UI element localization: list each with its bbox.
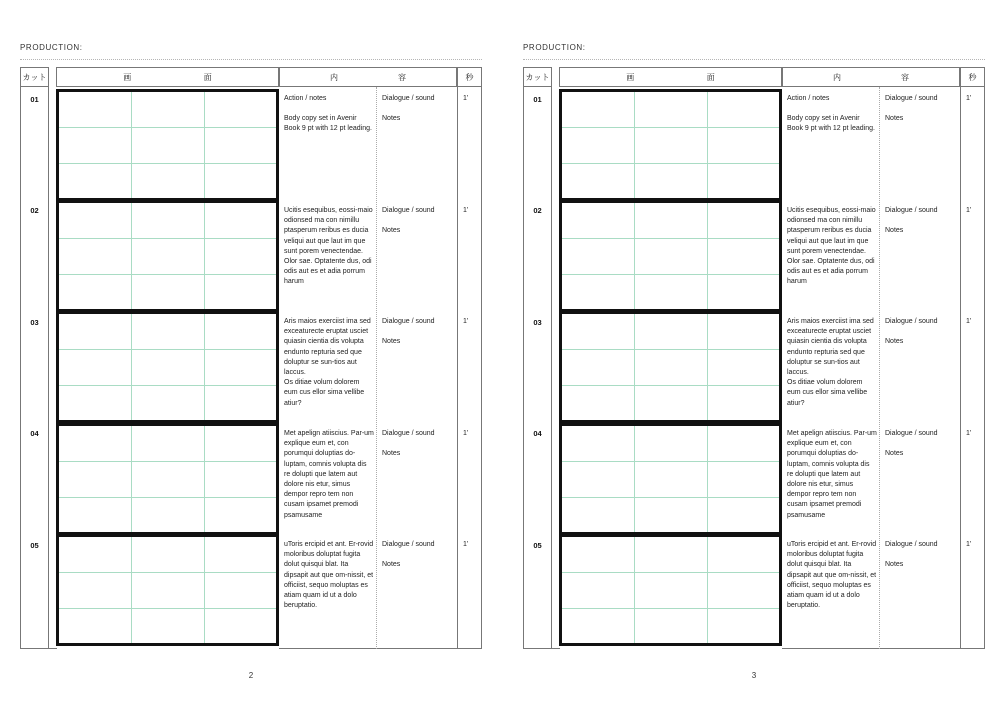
action-text: Aris maios exerciist ima sed exceaturecte eruptat usciet quiasin cientia dis volupta endunto repturia sed que doluptur se sun-tios aut laccus. — [284, 318, 371, 377]
action-notes — [787, 429, 877, 521]
frame-panel[interactable] — [56, 423, 279, 535]
action-text: Aris maios exerciist ima sed exceaturecte eruptat usciet quiasin cientia dis volupta endunto repturia sed que doluptur se sun-tios aut laccus. — [787, 318, 874, 377]
header-seconds-label: 秒 — [968, 72, 977, 82]
seconds-value: 1’ — [966, 95, 972, 102]
dialogue-cell — [885, 429, 957, 459]
notes-label: Notes — [885, 115, 904, 123]
header-cut-label: カット — [22, 72, 47, 82]
action-text: uToris ercipid et ant. Er-rovid moloribus doluptat fugita dolut quisqui blat. Ita dipsapit aut que om-nissit, et officiist, sequo moluptas es atiam quam id ut a dolo beruptatio. — [284, 541, 374, 610]
cut-number: 01 — [533, 95, 542, 104]
dialogue-cell — [885, 317, 957, 347]
dialogue-cell — [382, 94, 454, 124]
header-cut — [20, 67, 49, 87]
notes-label: Notes — [382, 227, 401, 235]
notes-label: Notes — [382, 450, 401, 458]
action-text-extra: Os ditiae volum dolorem eum cus ellor sima vellibe atiur? — [284, 379, 365, 407]
seconds-value: 1’ — [463, 430, 469, 437]
notes-label: Notes — [382, 561, 401, 569]
seconds-value: 1’ — [463, 95, 469, 102]
cut-column — [523, 87, 552, 649]
cut-number: 03 — [533, 318, 542, 327]
dialogue-label: Dialogue / sound — [382, 318, 435, 325]
header-seconds-label: 秒 — [465, 72, 474, 82]
frame-panel[interactable] — [559, 423, 782, 535]
header-frames-label-a: 画 — [123, 72, 132, 82]
frame-panel[interactable] — [56, 200, 279, 312]
production-label: PRODUCTION: — [523, 43, 586, 52]
seconds-value: 1’ — [966, 430, 972, 437]
cut-number: 03 — [30, 318, 39, 327]
dialogue-cell — [885, 206, 957, 236]
header-content-label-b: 容 — [901, 72, 909, 82]
notes-label: Notes — [885, 227, 904, 235]
action-text-extra: Body copy set in Avenir Book 9 pt with 12 pt leading. — [787, 115, 875, 133]
action-notes — [787, 206, 877, 288]
seconds-divider — [457, 87, 458, 649]
dialogue-cell — [382, 317, 454, 347]
cut-number: 01 — [30, 95, 39, 104]
seconds-divider — [960, 87, 961, 649]
header-content-label-a: 内 — [833, 72, 841, 82]
header-frames — [559, 67, 782, 87]
dialogue-cell — [382, 429, 454, 459]
dialogue-divider — [879, 87, 880, 649]
cut-number: 05 — [533, 541, 542, 550]
cut-column — [20, 87, 49, 649]
dialogue-cell — [885, 540, 957, 570]
seconds-value: 1’ — [463, 207, 469, 214]
dialogue-label: Dialogue / sound — [885, 541, 938, 548]
dialogue-label: Dialogue / sound — [382, 541, 435, 548]
action-text-extra: Body copy set in Avenir Book 9 pt with 12 pt leading. — [284, 115, 372, 133]
action-text: Action / notes — [284, 95, 327, 102]
action-text: Ucitis esequibus, eossi-maio odionsed ma con nimillu ptasperum reribus es ducia veliqui aut que laut im que sunt porem venectendae. Olor sae. Optatente dus, odi odis aut es et adia porrum harum — [284, 207, 373, 286]
page-number: 3 — [751, 671, 757, 680]
action-notes — [787, 540, 877, 611]
production-rule — [20, 59, 482, 60]
bottom-rule — [552, 648, 560, 649]
action-text: Ucitis esequibus, eossi-maio odionsed ma con nimillu ptasperum reribus es ducia veliqui aut que laut im que sunt porem venectendae. Olor sae. Optatente dus, odi odis aut es et adia porrum harum — [787, 207, 876, 286]
frame-panel[interactable] — [559, 534, 782, 646]
notes-label: Notes — [885, 450, 904, 458]
header-frames-label-b: 面 — [203, 72, 212, 82]
notes-label: Notes — [885, 338, 904, 346]
dialogue-label: Dialogue / sound — [885, 207, 938, 214]
dialogue-label: Dialogue / sound — [885, 95, 938, 102]
frame-panel[interactable] — [56, 534, 279, 646]
header-content-label-b: 容 — [398, 72, 406, 82]
dialogue-divider — [376, 87, 377, 649]
notes-label: Notes — [382, 338, 401, 346]
header-seconds — [960, 67, 985, 87]
header-content — [279, 67, 457, 87]
header-frames-label-a: 画 — [626, 72, 635, 82]
header-frames — [56, 67, 279, 87]
dialogue-label: Dialogue / sound — [382, 207, 435, 214]
header-seconds — [457, 67, 482, 87]
header-cut-label: カット — [525, 72, 550, 82]
notes-label: Notes — [885, 561, 904, 569]
header-content-label-a: 内 — [330, 72, 338, 82]
action-text: Met apelign atiiscius. Par-um explique eum et, con porumqui doluptias do-luptam, comnis volupta dis re dolupti que latem aut dolore nis etur, simus dempor repro tem non cusam ipsamet premodi psamusame — [284, 430, 374, 519]
frame-panel[interactable] — [56, 311, 279, 423]
action-text-extra: Os ditiae volum dolorem eum cus ellor sima vellibe atiur? — [787, 379, 868, 407]
page-number: 2 — [248, 671, 254, 680]
action-notes — [284, 317, 374, 409]
dialogue-cell — [382, 206, 454, 236]
dialogue-label: Dialogue / sound — [885, 430, 938, 437]
cut-number: 04 — [30, 429, 39, 438]
action-text: Met apelign atiiscius. Par-um explique eum et, con porumqui doluptias do-luptam, comnis volupta dis re dolupti que latem aut dolore nis etur, simus dempor repro tem non cusam ipsamet premodi psamusame — [787, 430, 877, 519]
dialogue-label: Dialogue / sound — [885, 318, 938, 325]
seconds-value: 1’ — [966, 541, 972, 548]
seconds-value: 1’ — [463, 541, 469, 548]
action-notes — [284, 429, 374, 521]
dialogue-label: Dialogue / sound — [382, 430, 435, 437]
action-notes — [787, 94, 877, 135]
seconds-value: 1’ — [463, 318, 469, 325]
action-notes — [284, 206, 374, 288]
frame-panel[interactable] — [559, 89, 782, 201]
frame-panel[interactable] — [559, 311, 782, 423]
header-cut — [523, 67, 552, 87]
cut-number: 02 — [30, 206, 39, 215]
header-content — [782, 67, 960, 87]
frame-panel[interactable] — [56, 89, 279, 201]
header-frames-label-b: 面 — [706, 72, 715, 82]
frame-panel[interactable] — [559, 200, 782, 312]
action-notes — [787, 317, 877, 409]
production-label: PRODUCTION: — [20, 43, 83, 52]
cut-number: 05 — [30, 541, 39, 550]
action-text: Action / notes — [787, 95, 830, 102]
storyboard-page — [503, 0, 1005, 711]
action-notes — [284, 94, 374, 135]
seconds-value: 1’ — [966, 207, 972, 214]
storyboard-page — [0, 0, 502, 711]
production-rule — [523, 59, 985, 60]
cut-number: 02 — [533, 206, 542, 215]
notes-label: Notes — [382, 115, 401, 123]
action-text: uToris ercipid et ant. Er-rovid moloribus doluptat fugita dolut quisqui blat. Ita dipsapit aut que om-nissit, et officiist, sequo moluptas es atiam quam id ut a dolo beruptatio. — [787, 541, 877, 610]
bottom-rule — [49, 648, 57, 649]
action-notes — [284, 540, 374, 611]
seconds-value: 1’ — [966, 318, 972, 325]
dialogue-label: Dialogue / sound — [382, 95, 435, 102]
dialogue-cell — [382, 540, 454, 570]
dialogue-cell — [885, 94, 957, 124]
cut-number: 04 — [533, 429, 542, 438]
